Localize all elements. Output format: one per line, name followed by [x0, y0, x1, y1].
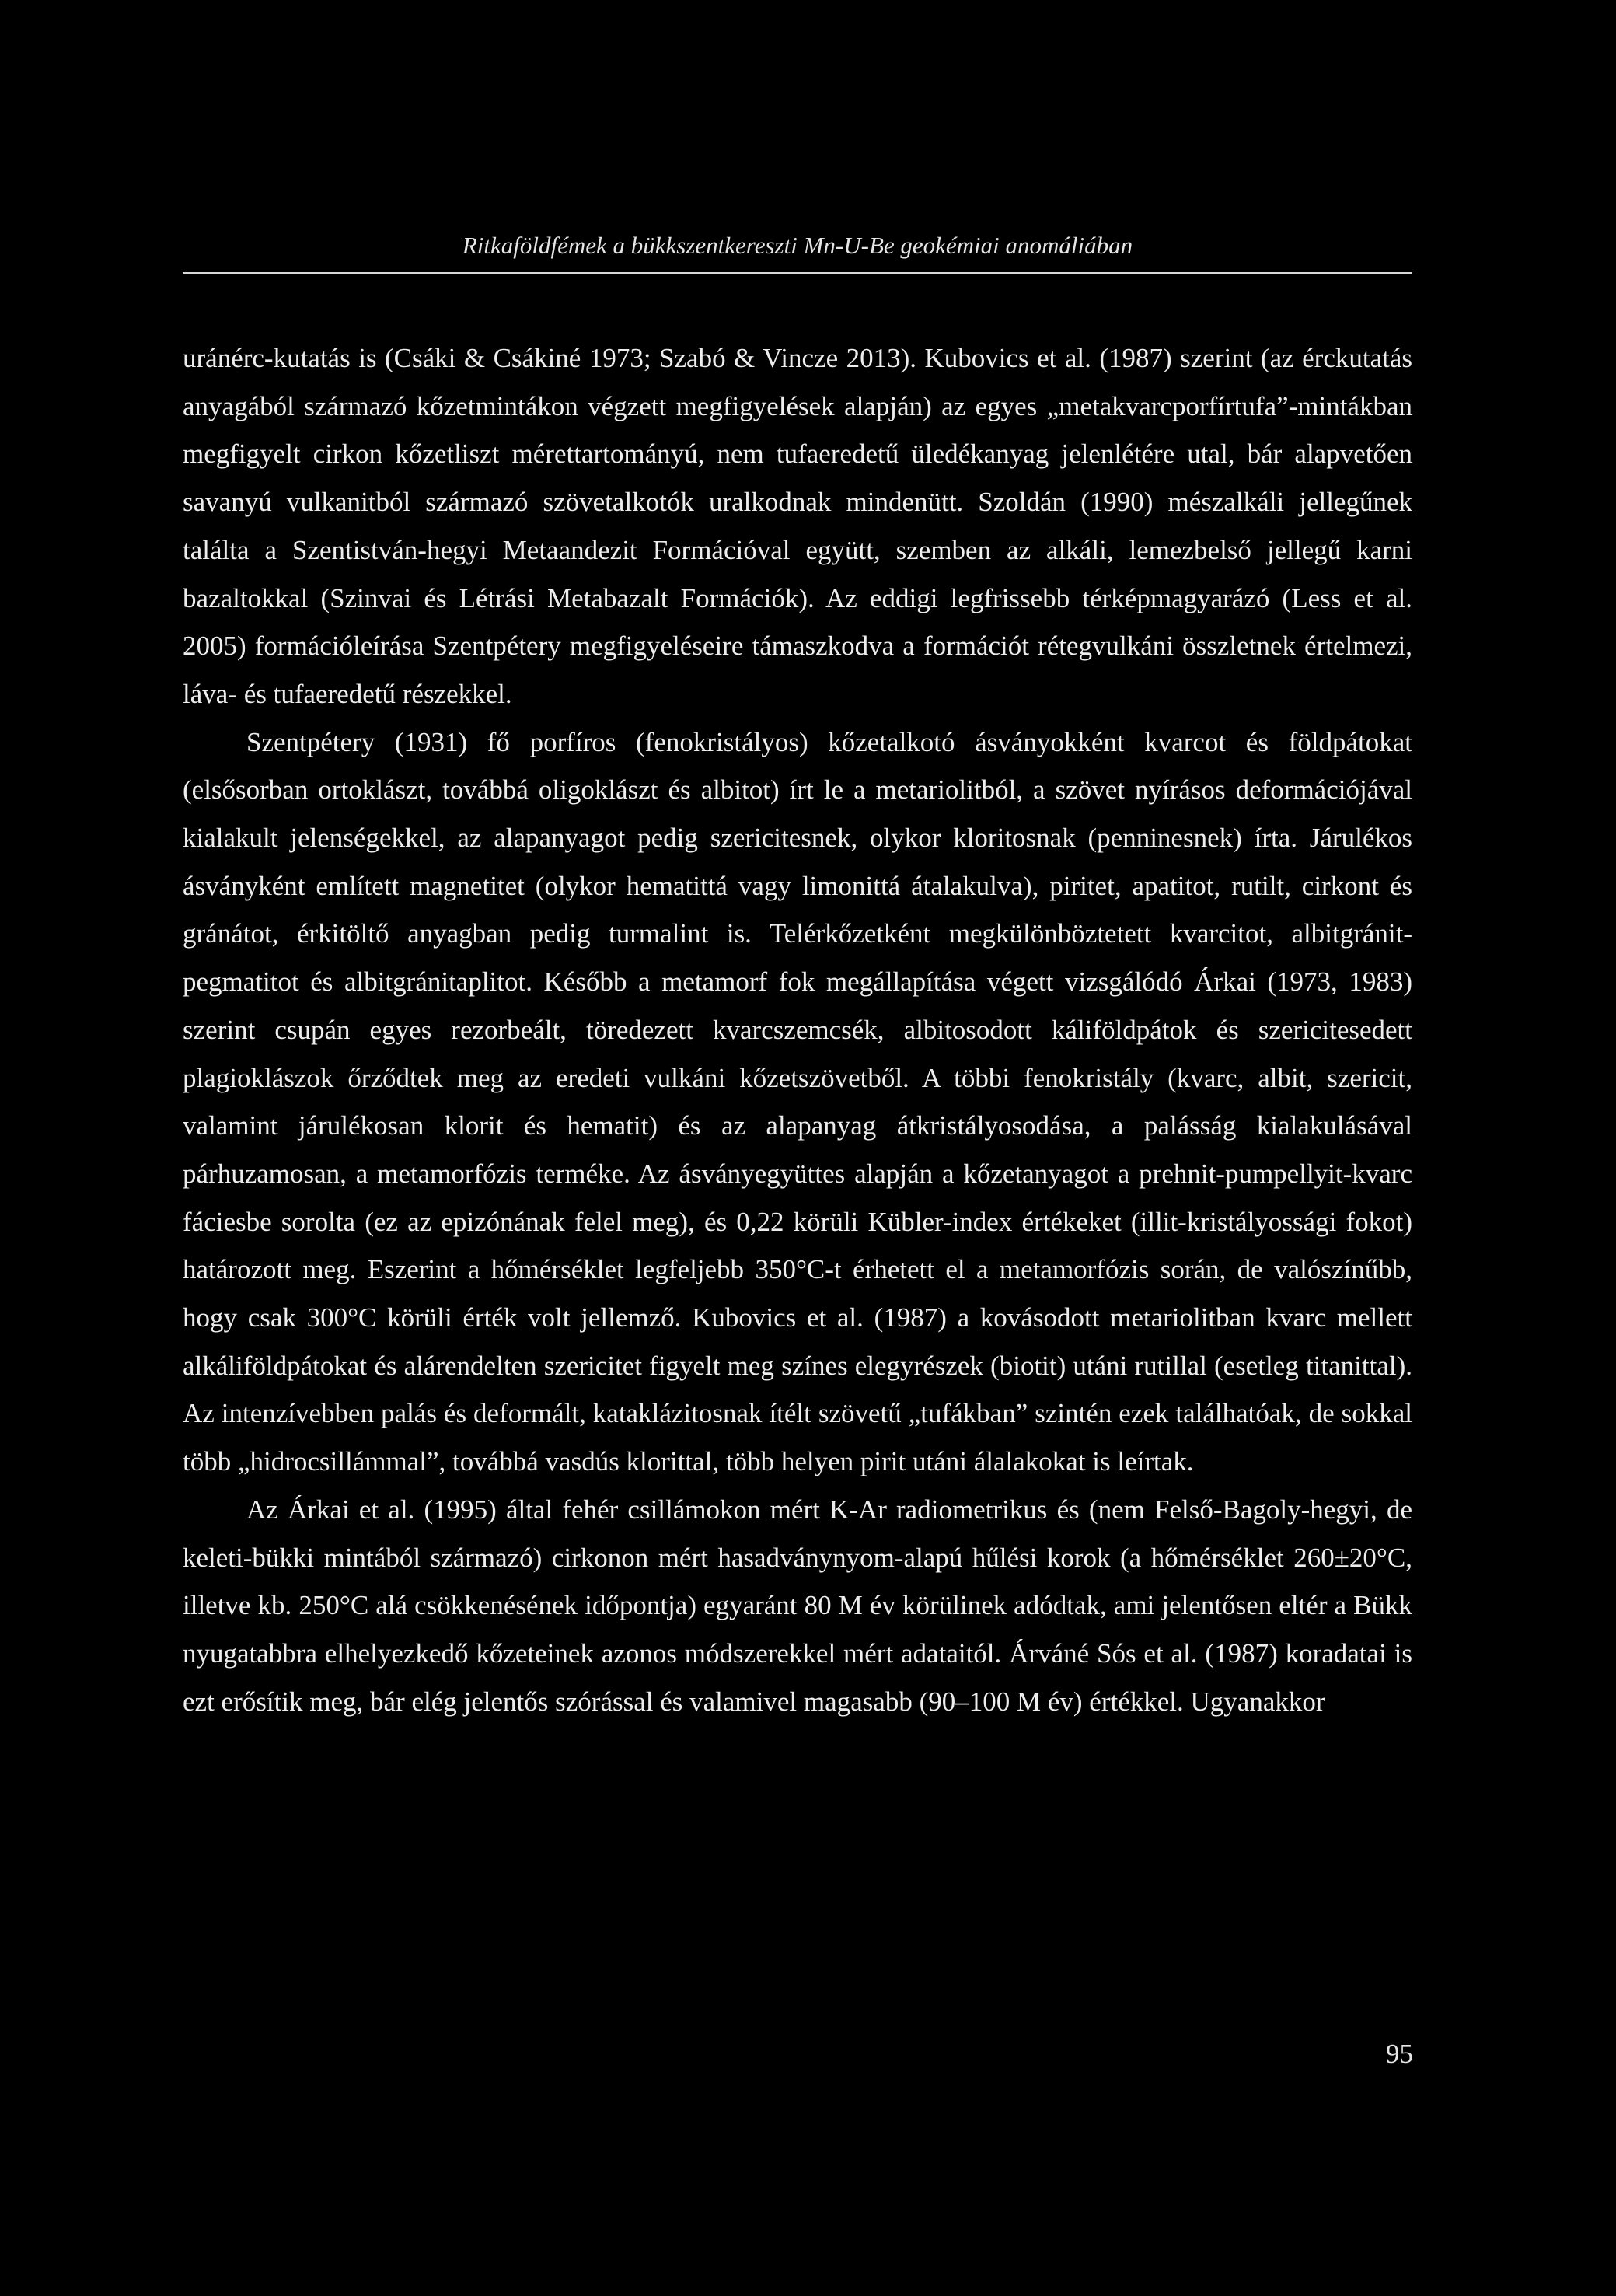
running-header: Ritkaföldfémek a bükkszentkereszti Mn-U-Be geokémiai anomáliában: [462, 232, 1133, 259]
paragraph-3: Az Árkai et al. (1995) által fehér csillámokon mért K-Ar radiometrikus és (nem Felső-Bagoly-hegyi, de keleti-bükki mintából származó) cirkonon mért hasadványnyom-alapú hűlési korok (a hőmérséklet 260±20°C, illetve kb. 250°C alá csökkenésének időpontja) egyaránt 80 M év körülinek adódtak, ami jelentősen eltér a Bükk nyugatabbra elhelyezkedő kőzeteinek azonos módszerekkel mért adataitól. Árváné Sós et al. (1987) koradatai is ezt erősítik meg, bár elég jelentős szórással és valamivel magasabb (90–100 M év) értékkel. Ugyanakkor: [183, 1494, 1412, 1717]
paragraph-2: Szentpétery (1931) fő porfíros (fenokristályos) kőzetalkotó ásványokként kvarcot és földpátokat (elsősorban ortoklászt, továbbá oligoklászt és albitot) írt le a metariolitból, a szövet nyírásos deformációjával kialakult jelenségekkel, az alapanyagot pedig szericitesnek, olykor kloritosnak (penninesnek) írta. Járulékos ásványként említett magnetitet (olykor hematittá vagy limonittá átalakulva), piritet, apatitot, rutilt, cirkont és gránátot, érkitöltő anyagban pedig turmalint is. Telérkőzetként megkülönböztetett kvarcitot, albitgránit-pegmatitot és albitgránitaplitot. Később a metamorf fok megállapítása végett vizsgálódó Árkai (1973, 1983) szerint csupán egyes rezorbeált, töredezett kvarcszemcsék, albitosodott káliföldpátok és szericitesedett plagioklászok őrződtek meg az eredeti vulkáni kőzetszövetből. A többi fenokristály (kvarc, albit, szericit, valamint járulékosan klorit és hematit) és az alapanyag átkristályosodása, a palásság kialakulásával párhuzamosan, a metamorfózis terméke. Az ásványegyüttes alapján a kőzetanyagot a prehnit-pumpellyit-kvarc fáciesbe sorolta (ez az epizónának felel meg), és 0,22 körüli Kübler-index értékeket (illit-kristályossági fokot) határozott meg. Eszerint a hőmérséklet legfeljebb 350°C-t érhetett el a metamorfózis során, de valószínűbb, hogy csak 300°C körüli érték volt jellemző. Kubovics et al. (1987) a kovásodott metariolitban kvarc mellett alkáliföldpátokat és alárendelten szericitet figyelt meg színes elegyrészek (biotit) utáni rutillal (esetleg titanittal). Az intenzívebben palás és deformált, kataklázitosnak ítélt szövetű „tufákban” szintén ezek találhatóak, de sokkal több „hidrocsillámmal”, továbbá vasdús klorittal, több helyen pirit utáni álalakokat is leírtak.: [183, 726, 1412, 1477]
header-rule: [183, 272, 1412, 274]
body-text: [183, 334, 1412, 1725]
paragraph-1: uránérc-kutatás is (Csáki & Csákiné 1973; Szabó & Vincze 2013). Kubovics et al. (1987) szerint (az érckutatás anyagából származó kőzetmintákon végzett megfigyelések alapján) az egyes „metakvarcporfírtufa”-mintákban megfigyelt cirkon kőzetliszt mérettartományú, nem tufaeredetű üledékanyag jelenlétére utal, bár alapvetően savanyú vulkanitból származó szövetalkotók uralkodnak mindenütt. Szoldán (1990) mészalkáli jellegűnek találta a Szentistván-hegyi Metaandezit Formációval együtt, szemben az alkáli, lemezbelső jellegű karni bazaltokkal (Szinvai és Létrási Metabazalt Formációk). Az eddigi legfrissebb térképmagyarázó (Less et al. 2005) formációleírása Szentpétery megfigyeléseire támaszkodva a formációt rétegvulkáni összletnek értelmezi, láva- és tufaeredetű részekkel.: [183, 343, 1412, 709]
page-number: 95: [1386, 2039, 1413, 2069]
